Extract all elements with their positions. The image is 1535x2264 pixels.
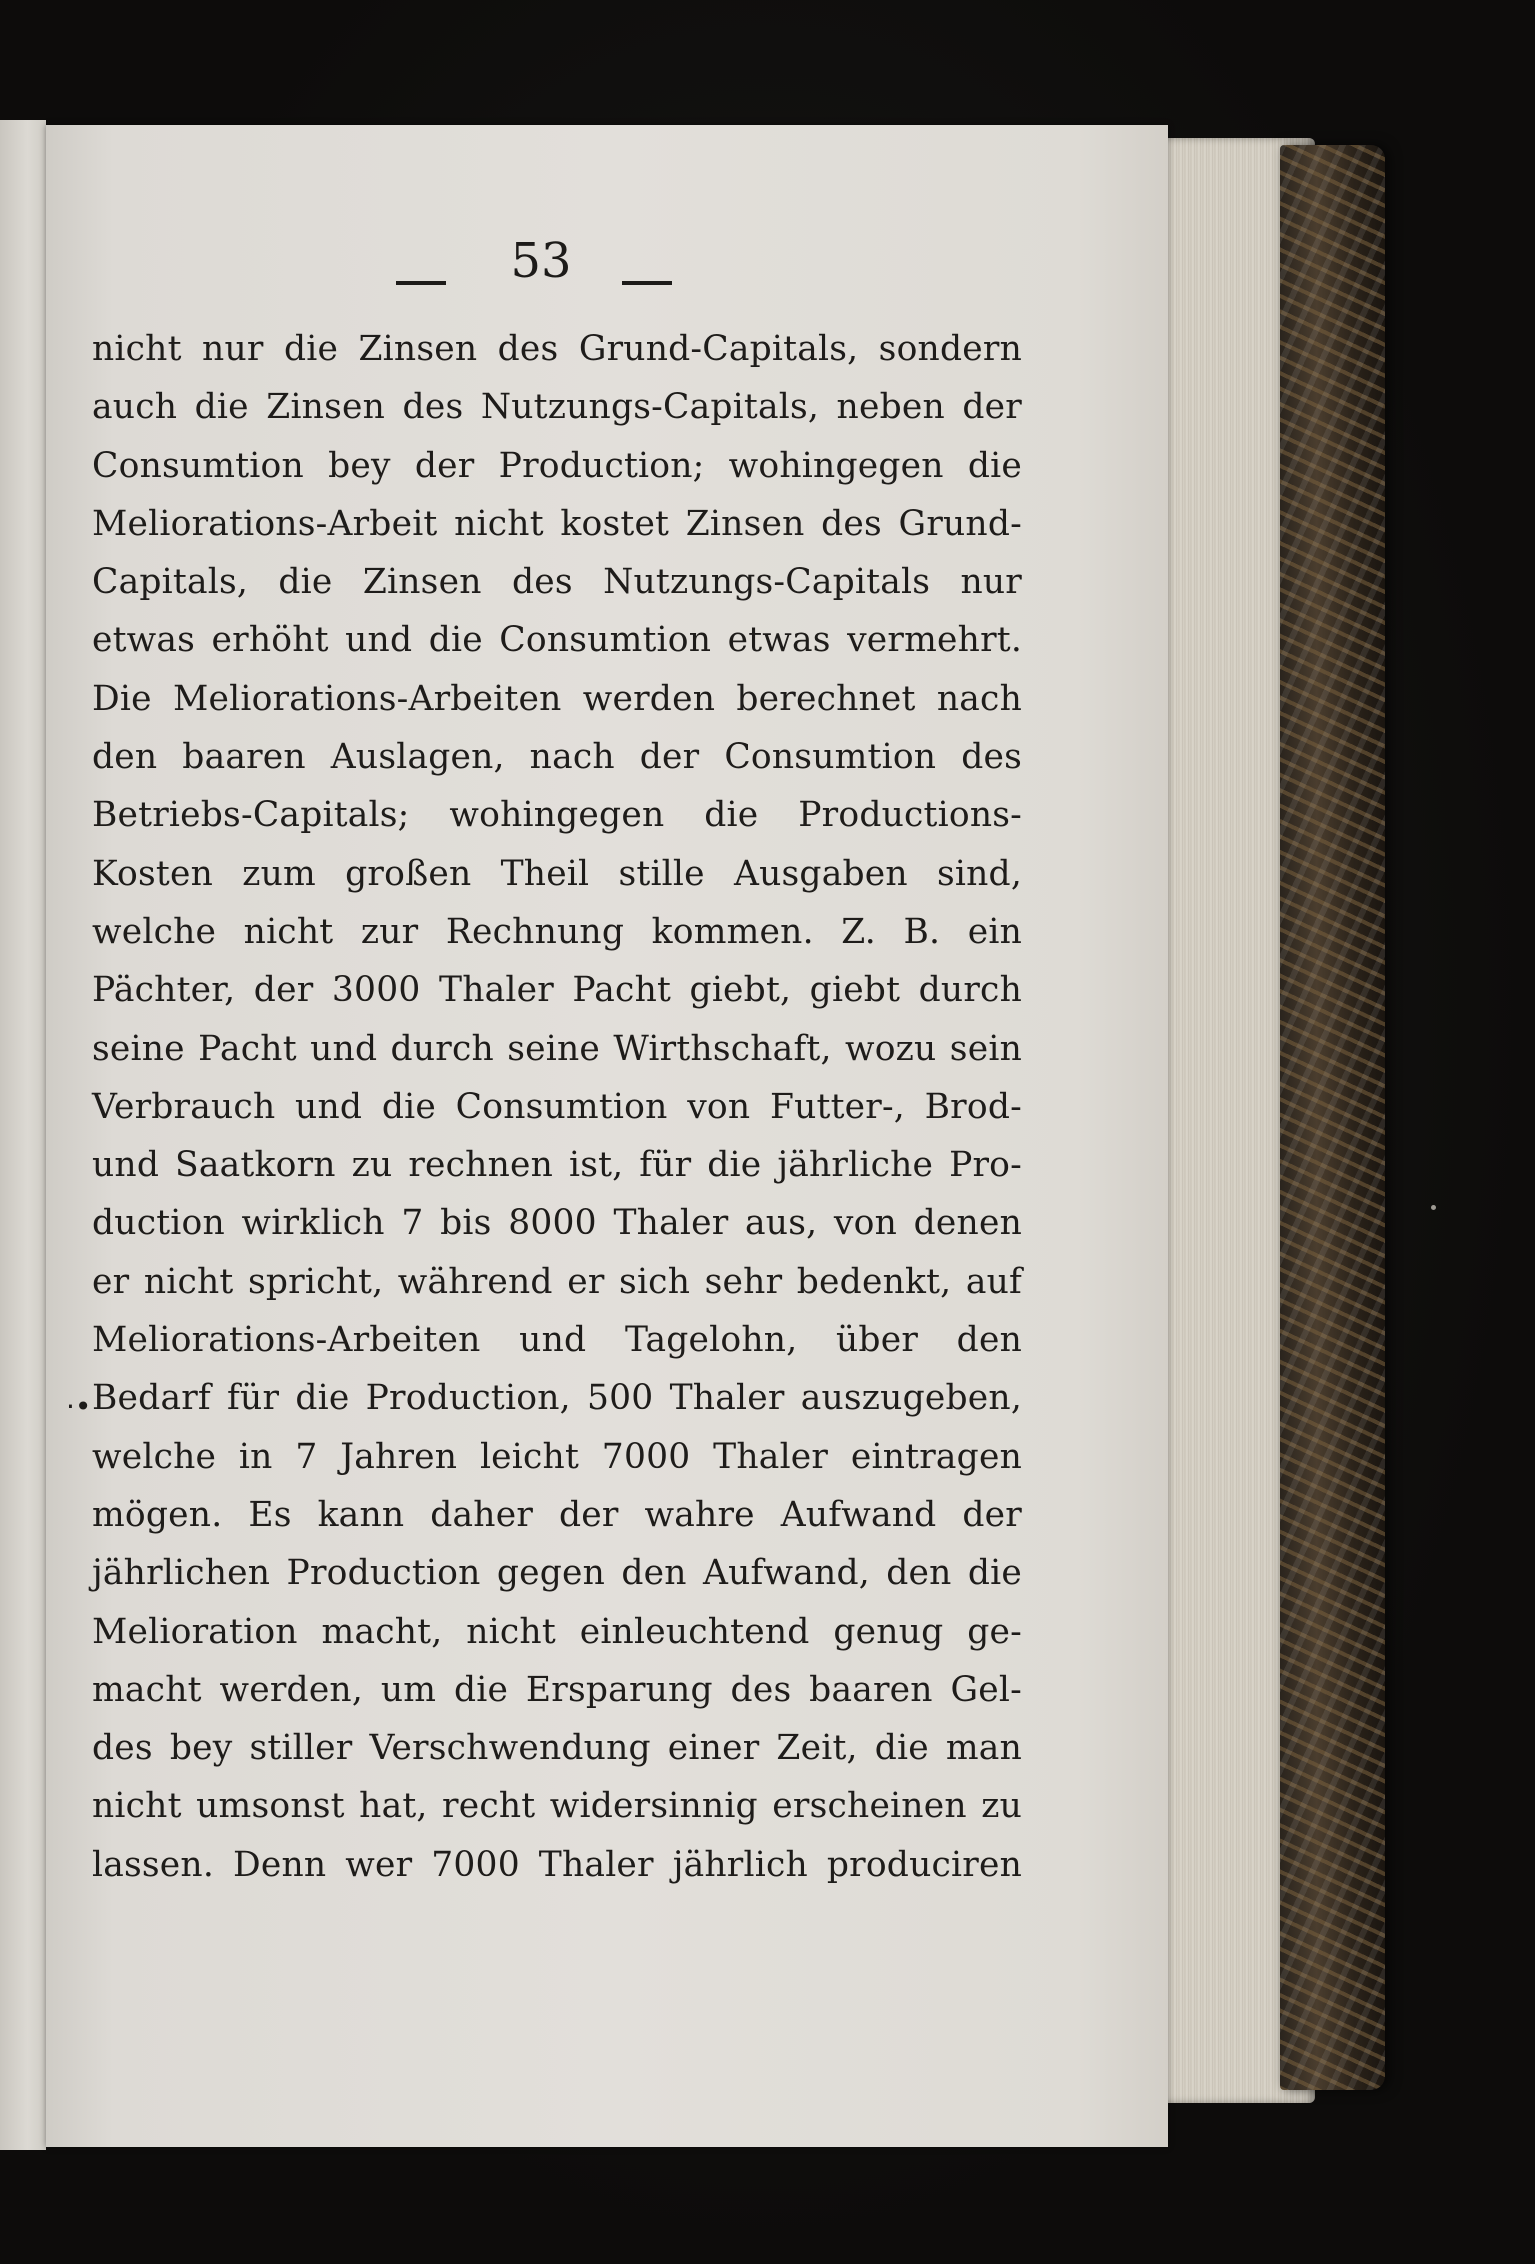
- text-line: Pächter, der 3000 Thaler Pacht giebt, giebt durch: [92, 970, 1022, 1011]
- text-line: nicht nur die Zinsen des Grund-Capitals, sondern: [92, 329, 1022, 369]
- text-line: Melioration macht, nicht einleuchtend genug ge-: [92, 1611, 1022, 1652]
- text-line: Meliorations-Arbeiten und Tagelohn, über den: [92, 1320, 1022, 1361]
- text-line: und Saatkorn zu rechnen ist, für die jährliche Pro-: [92, 1145, 1022, 1186]
- text-line: welche in 7 Jahren leicht 7000 Thaler eintragen: [92, 1436, 1022, 1477]
- margin-mark: ·•: [66, 1390, 92, 1423]
- header-dash-left: [396, 281, 446, 285]
- dust-speck: [1431, 1205, 1436, 1210]
- left-page-edge: [0, 120, 46, 2150]
- text-line: auch die Zinsen des Nutzungs-Capitals, neben der: [92, 387, 1022, 428]
- text-line: lassen. Denn wer 7000 Thaler jährlich produciren: [92, 1844, 1022, 1885]
- text-line: Meliorations-Arbeit nicht kostet Zinsen des Grund-: [92, 503, 1022, 544]
- text-line: den baaren Auslagen, nach der Consumtion des: [92, 737, 1022, 778]
- header-dash-right: [622, 281, 672, 285]
- text-line: Die Meliorations-Arbeiten werden berechnet nach: [92, 678, 1022, 719]
- text-line: Betriebs-Capitals; wohingegen die Productions-: [92, 795, 1022, 836]
- text-line: etwas erhöht und die Consumtion etwas vermehrt.: [92, 620, 1022, 661]
- body-text: [92, 320, 1022, 1894]
- text-line: jährlichen Production gegen den Aufwand, den die: [92, 1553, 1022, 1594]
- text-line: welche nicht zur Rechnung kommen. Z. B. ein: [92, 911, 1022, 952]
- page-number: 53: [510, 233, 572, 289]
- text-line: macht werden, um die Ersparung des baaren Gel-: [92, 1669, 1022, 1710]
- text-line: Verbrauch und die Consumtion von Futter-, Brod-: [92, 1086, 1022, 1127]
- marbled-back-cover: [1280, 145, 1385, 2090]
- text-line: nicht umsonst hat, recht widersinnig erscheinen zu: [92, 1786, 1022, 1827]
- text-line: er nicht spricht, während er sich sehr bedenkt, auf: [92, 1261, 1022, 1302]
- text-line: Bedarf für die Production, 500 Thaler auszugeben,: [92, 1378, 1022, 1419]
- text-line: Kosten zum großen Theil stille Ausgaben sind,: [92, 853, 1022, 894]
- book-page: [46, 125, 1168, 2147]
- text-line: seine Pacht und durch seine Wirthschaft, wozu sein: [92, 1028, 1022, 1069]
- text-line: Consumtion bey der Production; wohingegen die: [92, 445, 1022, 486]
- text-line: Capitals, die Zinsen des Nutzungs-Capitals nur: [92, 562, 1022, 603]
- text-line: mögen. Es kann daher der wahre Aufwand der: [92, 1494, 1022, 1535]
- text-line: duction wirklich 7 bis 8000 Thaler aus, von denen: [92, 1203, 1022, 1244]
- text-line: des bey stiller Verschwendung einer Zeit, die man: [92, 1728, 1022, 1769]
